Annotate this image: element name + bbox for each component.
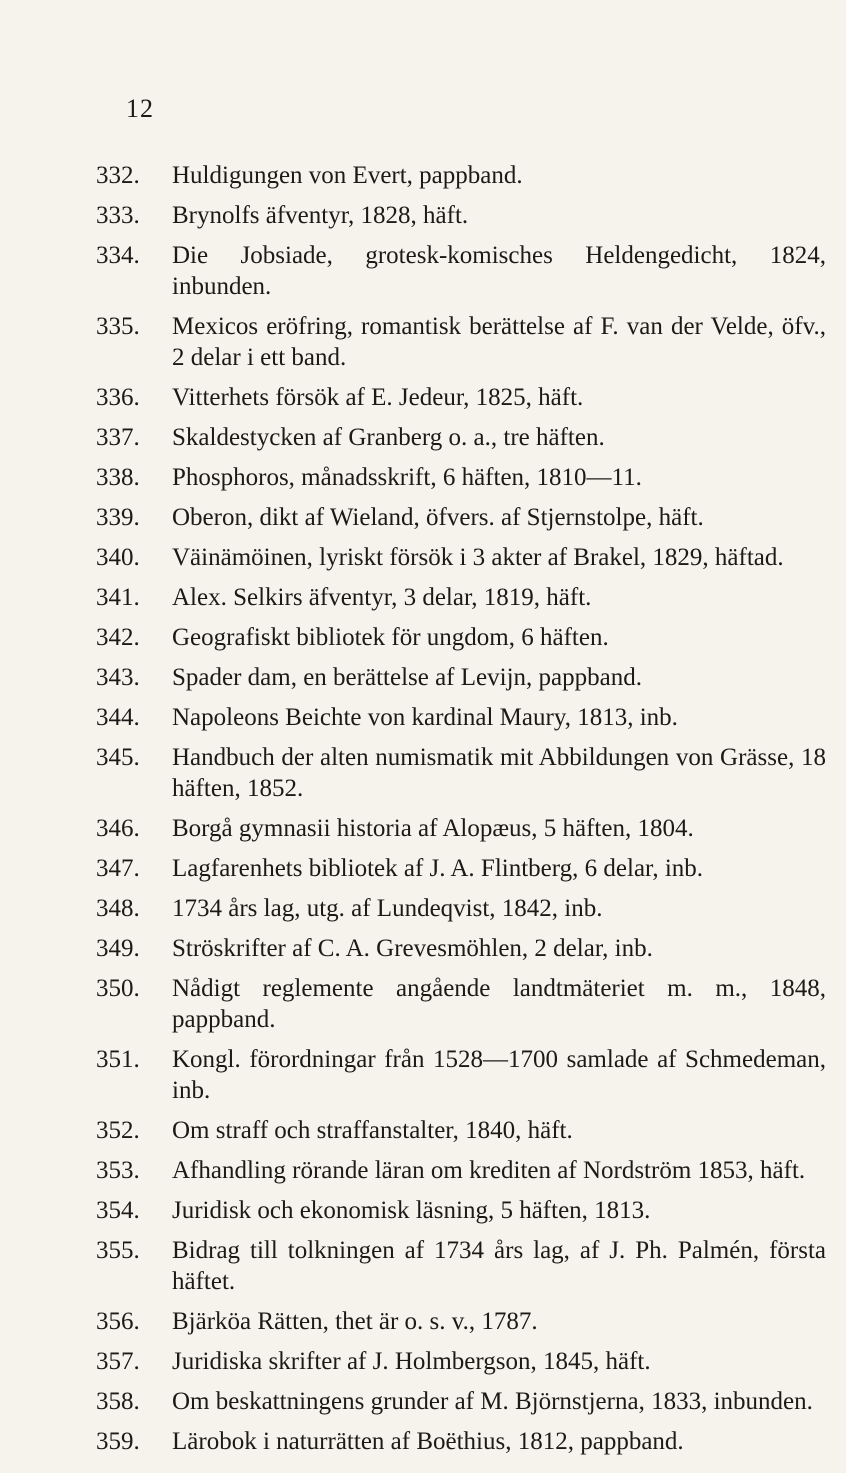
entry-text: Bjärköa Rätten, thet är o. s. v., 1787. — [172, 1308, 538, 1335]
entry-text: Juridisk och ekonomisk läsning, 5 häften, 1813. — [172, 1197, 651, 1224]
entry-number: 344. — [96, 704, 140, 731]
catalog-entry — [96, 933, 826, 964]
catalog-entry — [96, 382, 826, 413]
entry-number: 339. — [96, 504, 140, 531]
entry-text: Mexicos eröfring, romantisk berättelse af F. van der Velde, öfv., 2 delar i ett band. — [172, 313, 826, 371]
entry-number: 336. — [96, 384, 140, 411]
entry-number: 359. — [96, 1428, 140, 1455]
catalog-entry — [96, 813, 826, 844]
entry-number: 335. — [96, 313, 140, 340]
page-number: 12 — [126, 94, 154, 123]
entry-text: Kongl. förordningar från 1528—1700 samlade af Schmedeman, inb. — [172, 1046, 826, 1104]
entry-text: Afhandling rörande läran om krediten af Nordström 1853, häft. — [172, 1157, 806, 1184]
catalog-entry — [96, 622, 826, 653]
catalog-entry — [96, 1044, 826, 1106]
catalog-entry — [96, 893, 826, 924]
entry-text: Borgå gymnasii historia af Alopæus, 5 häften, 1804. — [172, 815, 694, 842]
entry-text: Bidrag till tolkningen af 1734 års lag, af J. Ph. Palmén, första häftet. — [172, 1237, 826, 1295]
entry-number: 349. — [96, 935, 140, 962]
entry-number: 356. — [96, 1308, 140, 1335]
catalog-entry — [96, 973, 826, 1035]
entry-text: Ströskrifter af C. A. Grevesmöhlen, 2 delar, inb. — [172, 935, 653, 962]
entry-number: 354. — [96, 1197, 140, 1224]
catalog-entry — [96, 160, 826, 191]
catalog-entry — [96, 1346, 826, 1377]
entry-number: 338. — [96, 464, 140, 491]
entry-number: 332. — [96, 162, 140, 189]
catalog-entry — [96, 502, 826, 533]
catalog-entry — [96, 200, 826, 231]
entry-number: 355. — [96, 1237, 140, 1264]
entry-number: 346. — [96, 815, 140, 842]
entry-text: Handbuch der alten numismatik mit Abbildungen von Grässe, 18 häften, 1852. — [172, 744, 826, 802]
entry-text: Oberon, dikt af Wieland, öfvers. af Stjernstolpe, häft. — [172, 504, 704, 531]
entry-number: 353. — [96, 1157, 140, 1184]
entry-text: Die Jobsiade, grotesk-komisches Heldengedicht, 1824, inbunden. — [172, 242, 826, 300]
entry-text: Phosphoros, månadsskrift, 6 häften, 1810—11. — [172, 464, 642, 491]
entry-number: 351. — [96, 1046, 140, 1073]
catalog-entry — [96, 662, 826, 693]
entry-number: 352. — [96, 1117, 140, 1144]
entry-text: Skaldestycken af Granberg o. a., tre häften. — [172, 424, 605, 451]
entry-text: Om straff och straffanstalter, 1840, häft. — [172, 1117, 573, 1144]
entry-number: 343. — [96, 664, 140, 691]
catalog-entry-list — [96, 160, 826, 1466]
entry-text: Lärobok i naturrätten af Boëthius, 1812, pappband. — [172, 1428, 684, 1455]
entry-number: 340. — [96, 544, 140, 571]
catalog-entry — [96, 1426, 826, 1457]
entry-text: Spader dam, en berättelse af Levijn, pappband. — [172, 664, 642, 691]
catalog-entry — [96, 742, 826, 804]
entry-number: 342. — [96, 624, 140, 651]
entry-number: 357. — [96, 1348, 140, 1375]
entry-text: Om beskattningens grunder af M. Björnstjerna, 1833, inbunden. — [172, 1388, 813, 1415]
entry-text: Väinämöinen, lyriskt försök i 3 akter af Brakel, 1829, häftad. — [172, 544, 784, 571]
entry-text: Alex. Selkirs äfventyr, 3 delar, 1819, häft. — [172, 584, 592, 611]
entry-number: 347. — [96, 855, 140, 882]
entry-text: Juridiska skrifter af J. Holmbergson, 1845, häft. — [172, 1348, 651, 1375]
entry-number: 348. — [96, 895, 140, 922]
catalog-entry — [96, 702, 826, 733]
catalog-entry — [96, 582, 826, 613]
entry-number: 350. — [96, 975, 140, 1002]
catalog-entry — [96, 1195, 826, 1226]
entry-text: Geografiskt bibliotek för ungdom, 6 häften. — [172, 624, 609, 651]
catalog-entry — [96, 542, 826, 573]
catalog-entry — [96, 1115, 826, 1146]
entry-number: 337. — [96, 424, 140, 451]
entry-number: 345. — [96, 744, 140, 771]
entry-number: 333. — [96, 202, 140, 229]
entry-number: 334. — [96, 242, 140, 269]
catalog-entry — [96, 1155, 826, 1186]
catalog-entry — [96, 1306, 826, 1337]
catalog-entry — [96, 462, 826, 493]
entry-text: Lagfarenhets bibliotek af J. A. Flintberg, 6 delar, inb. — [172, 855, 704, 882]
entry-text: Vitterhets försök af E. Jedeur, 1825, häft. — [172, 384, 584, 411]
entry-text: Napoleons Beichte von kardinal Maury, 1813, inb. — [172, 704, 678, 731]
catalog-entry — [96, 1386, 826, 1417]
entry-number: 341. — [96, 584, 140, 611]
entry-text: Nådigt reglemente angående landtmäteriet m. m., 1848, pappband. — [172, 975, 826, 1033]
catalog-entry — [96, 422, 826, 453]
catalog-entry — [96, 240, 826, 302]
entry-text: 1734 års lag, utg. af Lundeqvist, 1842, inb. — [172, 895, 603, 922]
entry-text: Huldigungen von Evert, pappband. — [172, 162, 523, 189]
catalog-entry — [96, 311, 826, 373]
entry-text: Brynolfs äfventyr, 1828, häft. — [172, 202, 469, 229]
catalog-entry — [96, 1235, 826, 1297]
catalog-entry — [96, 853, 826, 884]
entry-number: 358. — [96, 1388, 140, 1415]
